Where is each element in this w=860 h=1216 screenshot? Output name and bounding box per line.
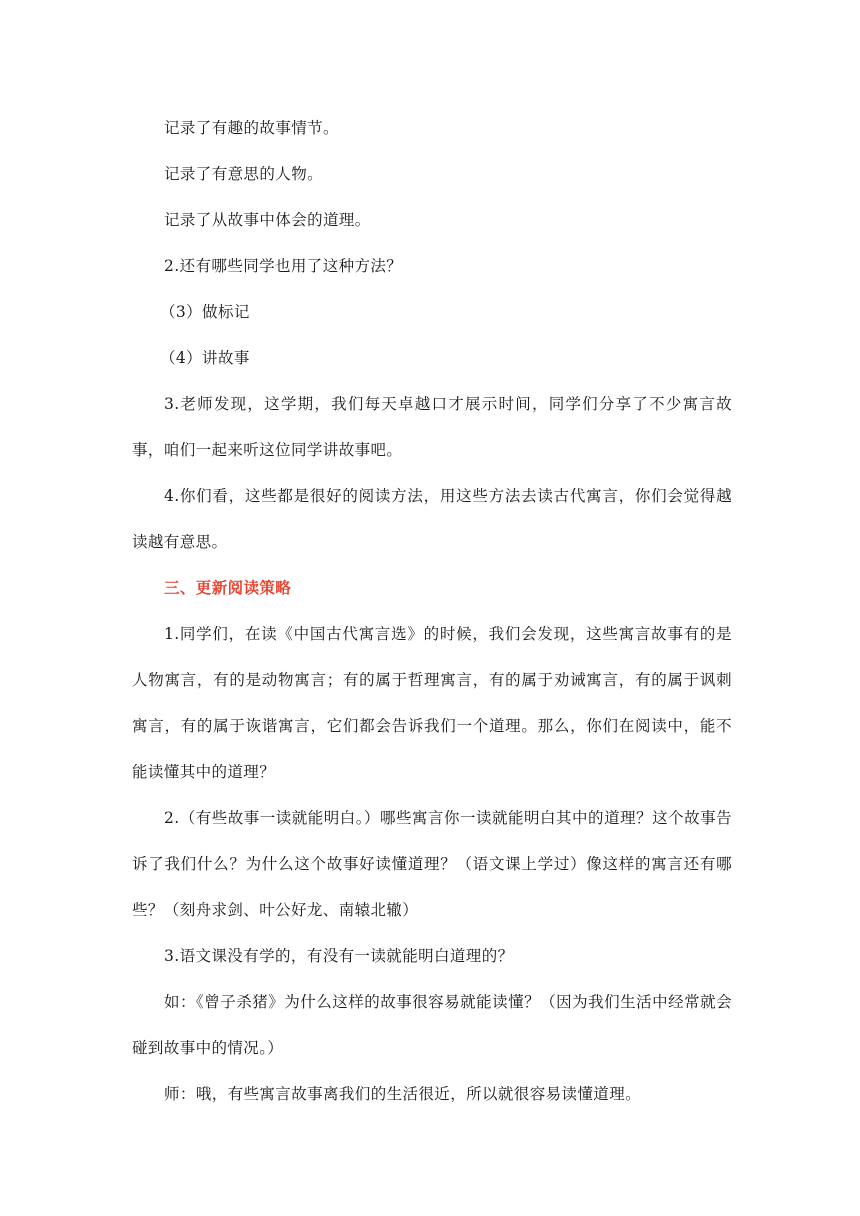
section-heading: 三、更新阅读策略 [164, 579, 292, 597]
paragraph-interesting-characters: 记录了有意思的人物。 [164, 165, 324, 183]
paragraph-lessons-learned: 记录了从故事中体会的道理。 [164, 211, 371, 229]
paragraph-item-4: （4）讲故事 [160, 349, 250, 367]
paragraph-teacher-remark: 师：哦，有些寓言故事离我们的生活很近，所以就很容易读懂道理。 [164, 1085, 642, 1103]
paragraph-question-2: 2.还有哪些同学也用了这种方法？ [164, 257, 403, 275]
paragraph-teacher-observation: 3.老师发现，这学期，我们每天卓越口才展示时间，同学们分享了不少寓言故事，咱们一起来听这位同学讲故事吧。 [132, 395, 732, 459]
paragraph-interesting-plot: 记录了有趣的故事情节。 [164, 119, 339, 137]
paragraph-example: 如：《曾子杀猪》为什么这样的故事很容易就能读懂？（因为我们生活中经常就会碰到故事中的情况。） [132, 993, 732, 1057]
paragraph-fable-types: 1.同学们，在读《中国古代寓言选》的时候，我们会发现，这些寓言故事有的是人物寓言，有的是动物寓言；有的属于哲理寓言，有的属于劝诫寓言，有的属于讽刺寓言，有的属于诙谐寓言，它们都会告诉我们一个道理。那么，你们在阅读中，能不能读懂其中的道理？ [132, 625, 732, 781]
paragraph-item-3: （3）做标记 [160, 303, 250, 321]
paragraph-question-3: 3.语文课没有学的，有没有一读就能明白道理的？ [164, 947, 514, 965]
paragraph-reading-methods: 4.你们看，这些都是很好的阅读方法，用这些方法去读古代寓言，你们会觉得越读越有意思。 [132, 487, 732, 551]
paragraph-easy-fables: 2.（有些故事一读就能明白。）哪些寓言你一读就能明白其中的道理？这个故事告诉了我们什么？为什么这个故事好读懂道理？（语文课上学过）像这样的寓言还有哪些？（刻舟求剑、叶公好龙、南辕北辙） [132, 809, 732, 919]
